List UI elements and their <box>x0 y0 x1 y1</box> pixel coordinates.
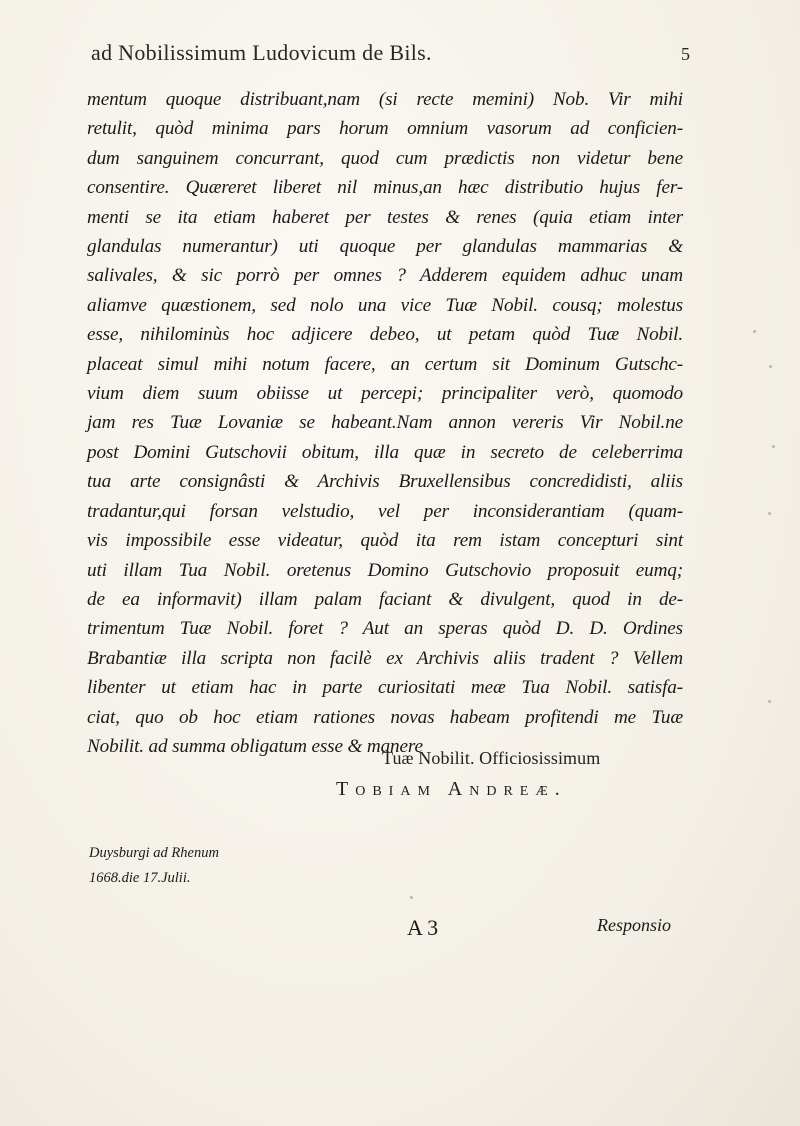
text-line: uti illam Tua Nobil. oretenus Domino Gutschovio proposuit eumq; <box>87 559 683 581</box>
text-line: mentum quoque distribuant,nam (si recte memini) Nob. Vir mihi <box>87 89 683 110</box>
text-line: glandulas numerantur) uti quoque per glandulas mammarias & <box>87 236 683 258</box>
text-line: aliamve quæstionem, sed nolo una vice Tuæ Nobil. cousq; molestus <box>87 294 683 316</box>
paper-speck <box>768 512 771 515</box>
page-number: 5 <box>681 44 690 64</box>
text-line: Brabantiæ illa scripta non facilè ex Archivis aliis tradent ? Vellem <box>87 647 683 669</box>
text-line: consentire. Quæreret liberet nil minus,an hæc distributio hujus fer- <box>87 177 683 199</box>
text-line: placeat simul mihi notum facere, an certum sit Dominum Gutschc- <box>87 353 683 375</box>
closing-salutation: Tuæ Nobilit. Officiosissimum <box>382 748 601 768</box>
text-line: libenter ut etiam hac in parte curiositati meæ Tua Nobil. satisfa- <box>87 677 683 699</box>
text-line: Nobilit. ad summa obligatum esse & manere <box>87 735 423 757</box>
dateline-place: Duysburgi ad Rhenum <box>89 845 219 861</box>
letter-body <box>87 85 683 761</box>
paper-speck <box>772 445 775 448</box>
text-line: menti se ita etiam haberet per testes & renes (quia etiam inter <box>87 206 683 228</box>
paper-speck <box>768 700 771 703</box>
paper-speck <box>410 896 413 899</box>
running-head: ad Nobilissimum Ludovicum de Bils. <box>91 40 432 65</box>
text-line: de ea informavit) illam palam faciant & divulgent, quod in de- <box>87 588 683 610</box>
text-line: vis impossibile esse videatur, quòd ita rem istam concepturi sint <box>87 530 683 552</box>
text-line: trimentum Tuæ Nobil. foret ? Aut an speras quòd D. D. Ordines <box>87 618 683 640</box>
text-line: post Domini Gutschovii obitum, illa quæ in secreto de celeberrima <box>87 441 683 463</box>
page-header <box>85 40 690 66</box>
text-line: vium diem suum obiisse ut percepi; principaliter verò, quomodo <box>87 383 683 405</box>
text-line: tradantur,qui forsan velstudio, vel per inconsiderantiam (quam- <box>87 500 683 522</box>
signature-mark: A 3 <box>407 915 439 940</box>
text-line: ciat, quo ob hoc etiam rationes novas habeam profitendi me Tuæ <box>87 706 683 728</box>
text-line: dum sanguinem concurrant, quod cum prædictis non videtur bene <box>87 147 683 169</box>
text-line: esse, nihilominùs hoc adjicere debeo, ut petam quòd Tuæ Nobil. <box>87 324 683 346</box>
signature: Tobiam Andreæ. <box>336 778 567 800</box>
text-line: retulit, quòd minima pars horum omnium vasorum ad conficien- <box>87 118 683 140</box>
dateline-date: 1668.die 17.Julii. <box>89 870 191 886</box>
text-line: tua arte consignâsti & Archivis Bruxellensibus concredidisti, aliis <box>87 471 683 493</box>
paper-speck <box>769 365 772 368</box>
text-line: salivales, & sic porrò per omnes ? Adderem equidem adhuc unam <box>87 265 683 287</box>
catchword: Responsio <box>597 915 671 935</box>
paper-speck <box>753 330 756 333</box>
text-line: jam res Tuæ Lovaniæ se habeant.Nam annon vereris Vir Nobil.ne <box>87 412 683 434</box>
